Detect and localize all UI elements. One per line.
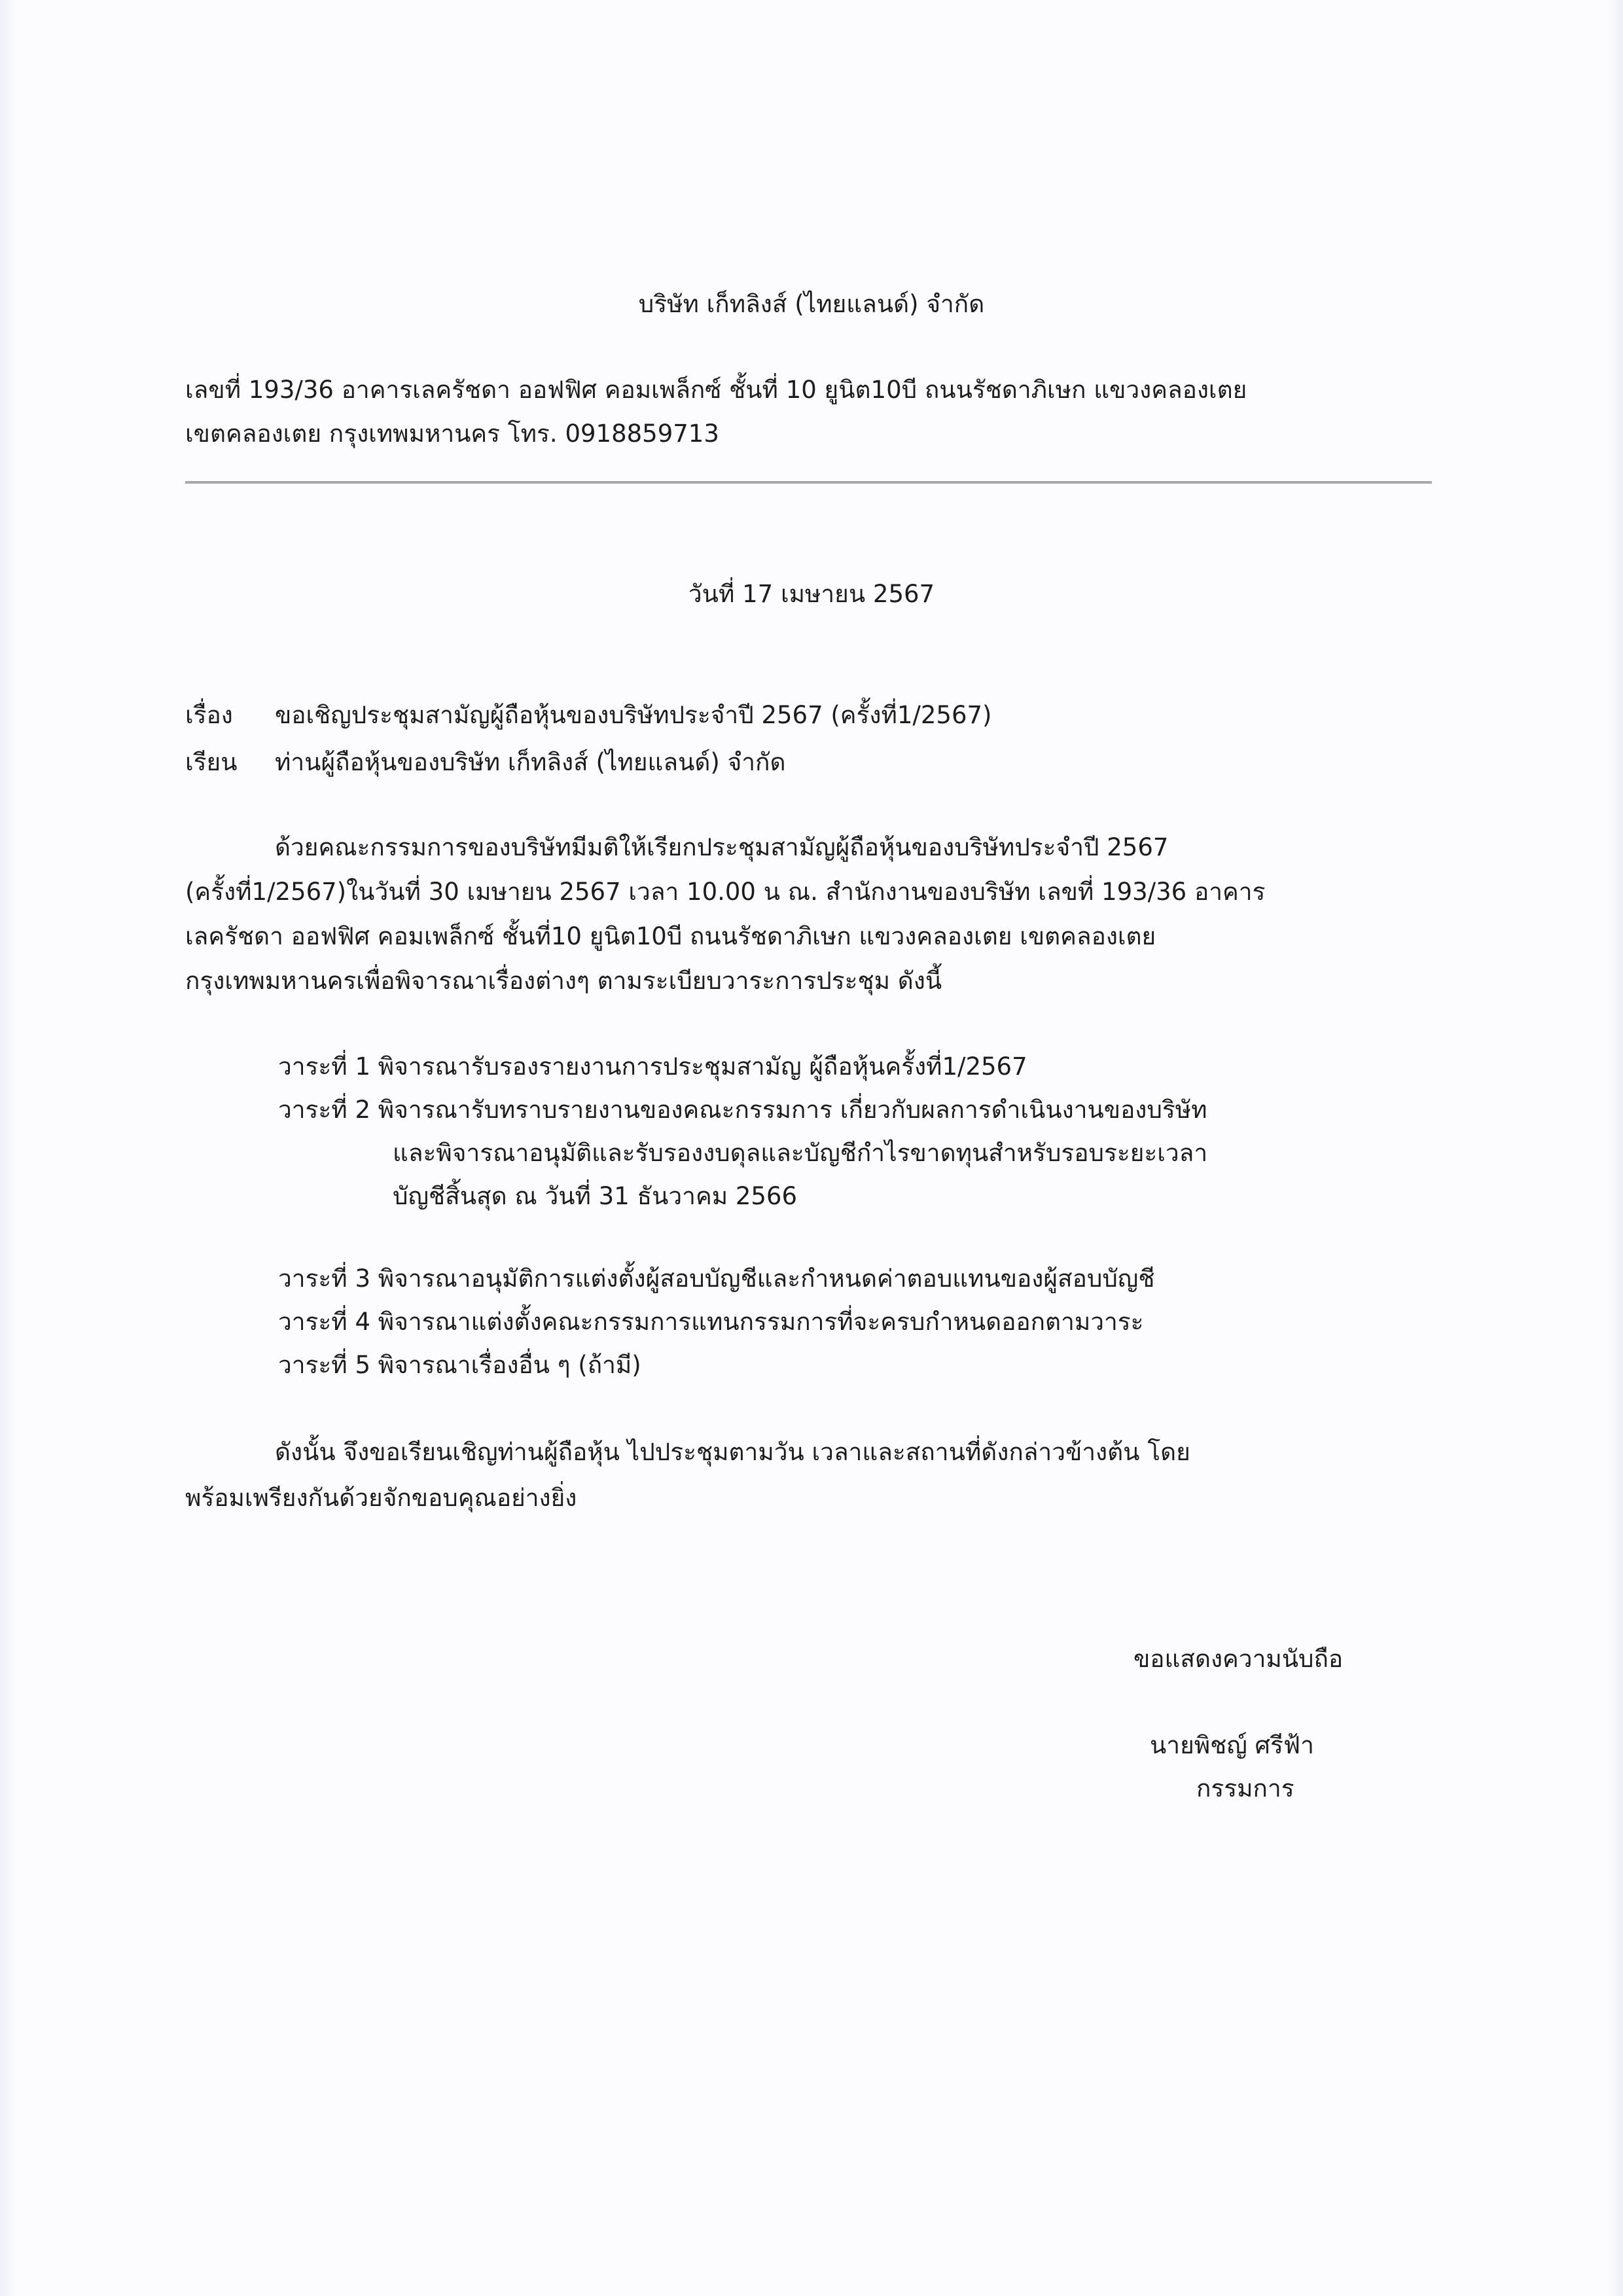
recipient-label: เรียน	[185, 748, 238, 776]
letterhead-divider	[185, 481, 1432, 484]
agenda-item-2: วาระที่ 2 พิจารณารับทราบรายงานของคณะกรรมการ เกี่ยวกับผลการดำเนินงานของบริษัท	[278, 1096, 1207, 1124]
agenda-item-5: วาระที่ 5 พิจารณาเรื่องอื่น ๆ (ถ้ามี)	[278, 1351, 641, 1379]
address-line-2: เขตคลองเตย กรุงเทพมหานคร โทร. 0918859713	[185, 420, 719, 448]
agenda-item-2-continued-1: และพิจารณาอนุมัติและรับรองงบดุลและบัญชีกำไรขาดทุนสำหรับรอบระยะเวลา	[393, 1139, 1208, 1167]
company-name: บริษัท เก็ทลิงส์ (ไทยแลนด์) จำกัด	[638, 290, 985, 318]
closing-line-1: ดังนั้น จึงขอเรียนเชิญท่านผู้ถือหุ้น ไปประชุมตามวัน เวลาและสถานที่ดังกล่าวข้างต้น โดย	[275, 1438, 1190, 1466]
body-line-1: ด้วยคณะกรรมการของบริษัทมีมติให้เรียกประชุมสามัญผู้ถือหุ้นของบริษัทประจำปี 2567	[275, 833, 1169, 861]
body-line-4: กรุงเทพมหานครเพื่อพิจารณาเรื่องต่างๆ ตามระเบียบวาระการประชุม ดังนี้	[185, 967, 942, 995]
subject-label: เรื่อง	[185, 701, 233, 729]
body-line-3: เลครัชดา ออฟฟิศ คอมเพล็กซ์ ชั้นที่10 ยูนิต10บี ถนนรัชดาภิเษก แขวงคลองเตย เขตคลองเตย	[185, 922, 1156, 950]
regards-text: ขอแสดงความนับถือ	[1133, 1645, 1344, 1673]
scan-edge-left	[0, 0, 16, 2296]
closing-line-2: พร้อมเพรียงกันด้วยจักขอบคุณอย่างยิ่ง	[185, 1484, 577, 1512]
agenda-item-2-continued-2: บัญชีสิ้นสุด ณ วันที่ 31 ธันวาคม 2566	[393, 1182, 798, 1210]
letter-date: วันที่ 17 เมษายน 2567	[688, 580, 935, 608]
agenda-item-1: วาระที่ 1 พิจารณารับรองรายงานการประชุมสามัญ ผู้ถือหุ้นครั้งที่1/2567	[278, 1052, 1027, 1081]
agenda-item-3: วาระที่ 3 พิจารณาอนุมัติการแต่งตั้งผู้สอบบัญชีและกำหนดค่าตอบแทนของผู้สอบบัญชี	[278, 1265, 1155, 1293]
signer-name: นายพิชญ์ ศรีฟ้า	[1150, 1731, 1314, 1759]
subject-text: ขอเชิญประชุมสามัญผู้ถือหุ้นของบริษัทประจำปี 2567 (ครั้งที่1/2567)	[275, 701, 992, 729]
scan-edge-right	[1607, 0, 1623, 2296]
recipient-text: ท่านผู้ถือหุ้นของบริษัท เก็ทลิงส์ (ไทยแลนด์) จำกัด	[275, 748, 786, 776]
body-line-2: (ครั้งที่1/2567)ในวันที่ 30 เมษายน 2567 เวลา 10.00 น ณ. สำนักงานของบริษัท เลขที่ 193/36 อาคาร	[185, 878, 1266, 906]
signer-title: กรรมการ	[1196, 1774, 1294, 1803]
agenda-item-4: วาระที่ 4 พิจารณาแต่งตั้งคณะกรรมการแทนกรรมการที่จะครบกำหนดออกตามวาระ	[278, 1308, 1144, 1336]
address-line-1: เลขที่ 193/36 อาคารเลครัชดา ออฟฟิศ คอมเพล็กซ์ ชั้นที่ 10 ยูนิต10บี ถนนรัชดาภิเษก แขวงคลองเตย	[185, 376, 1247, 404]
